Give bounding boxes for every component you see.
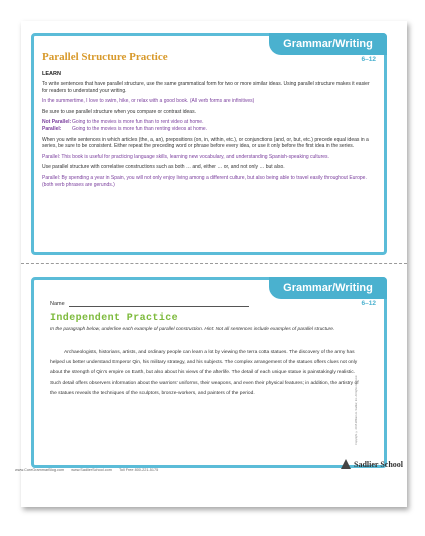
footer-links (15, 468, 164, 472)
learn-card (31, 33, 387, 255)
parallel-text: Going to the movies is more fun than renting videos at home. (72, 125, 208, 132)
series-text: When you write sentences in which articles (the, a, an), prepositions (on, in, within, etc.), or conjunctions (and, or, but, etc.) precede equal ideas in a series, be sure to be consistent. Either repeat the preceding word or phrase before every idea, or use it only before the first idea in the series. (42, 136, 369, 150)
learn-heading: LEARN (42, 71, 61, 77)
not-parallel-label: Not Parallel: (42, 119, 72, 126)
worksheet-title: Parallel Structure Practice (42, 51, 168, 63)
compare-text: Be sure to use parallel structure when you compare or contrast ideas. (42, 108, 196, 115)
example-1: In the summertime, I love to swim, hike, or relax with a good book. (All verb forms are infinitives) (42, 98, 255, 105)
example-2: Parallel: This book is useful for practicing language skills, learning new vocabulary, and understanding Spanish-speaking cultures. (42, 153, 329, 160)
worksheet (21, 21, 407, 507)
name-field[interactable] (50, 300, 249, 307)
practice-title: Independent Practice (50, 313, 179, 324)
learn-content (42, 44, 376, 188)
parallel-row (42, 126, 376, 133)
grade-label-2: 6–12 (361, 300, 376, 307)
footer-link-blog[interactable]: www.CoreGrammarBlog.com (15, 468, 65, 472)
not-parallel-row (42, 119, 376, 126)
practice-passage: Archaeologists, historians, artists, and ordinary people can learn a lot by viewing the terra cotta statues. The discovery of the army has helped us better understand Emperor Qin, his military strategy, and his subjects. The complex arrangement of the statues offers clues not only about the strength of Qin's empire on Earth, but also about his views of the afterlife. The detail of each unique statue is painstakingly realistic. Such detail offers observers information about the warriors' uniforms, their weapons, and even their physical features; in addition, the artistry of the statues reveals the techniques of the sculptors, bronze-workers, and painters of the period. (50, 350, 359, 396)
subject-tab: Grammar/Writing (269, 33, 387, 55)
intro-text: To write sentences that have parallel structure, use the same grammatical form for two or more similar ideas. Using parallel structure makes it easier for readers to understand your writing. (42, 81, 370, 94)
footer-phone: Toll Free 800-221-5175 (118, 468, 159, 472)
name-underline[interactable] (69, 300, 249, 307)
parallel-label: Parallel: (42, 125, 62, 132)
practice-card (31, 277, 387, 468)
correlative-text: Use parallel structure with correlative constructions such as both … and, either … or, and not only … but also. (42, 164, 285, 171)
fold-line (21, 263, 407, 264)
practice-instructions: In the paragraph below, underline each example of parallel construction. Hint: Not all sentences include examples of parallel structure. (50, 327, 335, 332)
subject-tab-2: Grammar/Writing (269, 277, 387, 299)
footer-link-school[interactable]: www.SadlierSchool.com (71, 468, 112, 472)
grade-label: 6–12 (361, 56, 376, 63)
logo-triangle-icon (341, 459, 351, 469)
not-parallel-text: Going to the movies is more fun than to rent video at home. (72, 119, 204, 126)
name-label: Name (50, 301, 65, 307)
example-3: Parallel: By spending a year in Spain, you will not only enjoy living among a different culture, but also being able to travel easily throughout Europe. (both verb phrases are gerunds.) (42, 174, 367, 188)
copyright-note: Copyright © 2015 William H. Sadlier, Inc. All rights reserved. (355, 374, 358, 445)
sadlier-logo (341, 459, 403, 469)
logo-text: Sadlier School (354, 459, 403, 469)
